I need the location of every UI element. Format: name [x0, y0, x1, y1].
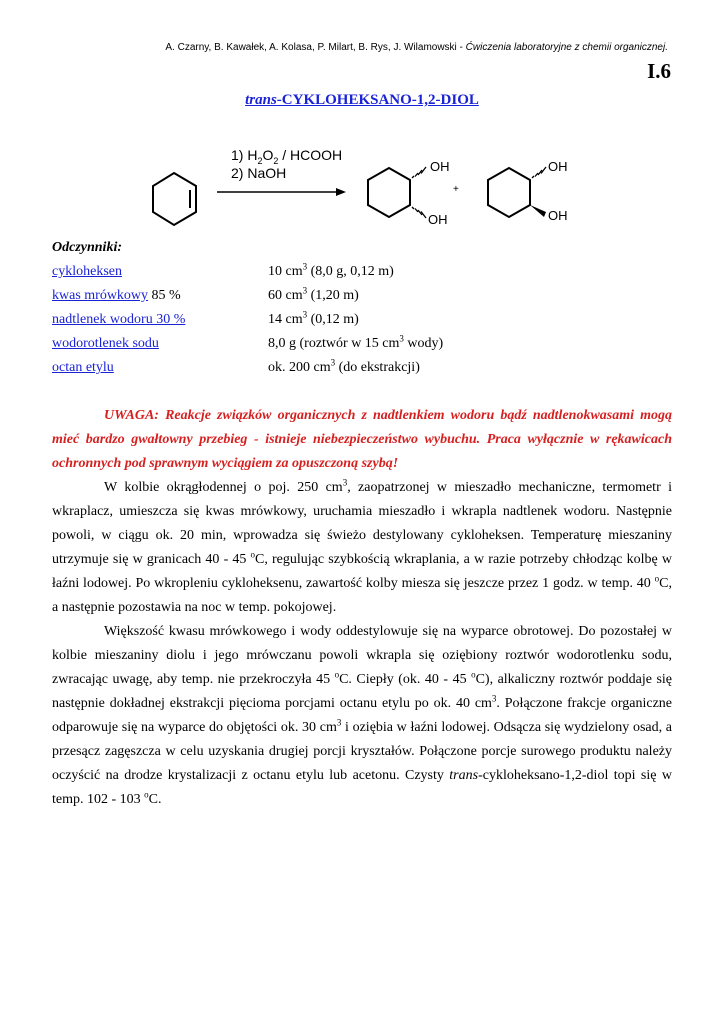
- product-1-oh-bottom: OH: [428, 212, 448, 227]
- header-book-title: Ćwiczenia laboratoryjne z chemii organicznej.: [465, 42, 668, 53]
- title-main: -CYKLOHEKSANO-1,2-DIOL: [276, 92, 479, 108]
- reagent-link-sodium-hydroxide[interactable]: wodorotlenek sodu: [52, 336, 159, 351]
- warning-paragraph: [52, 404, 672, 476]
- warning-text: UWAGA: Reakcje związków organicznych z nadtlenkiem wodoru bądź nadtlenokwasami mogą mieć bardzo gwałtowny przebieg - istnieje niebezpieczeństwo wybuchu. Praca wyłącznie w rękawicach ochronnych pod sprawnym wyciągiem za opuszczoną szybą!: [52, 408, 672, 471]
- condition-step2: 2) NaOH: [231, 165, 287, 181]
- plus-sign: +: [453, 184, 459, 195]
- reagent-amount: ok. 200 $cm^3$ (do ekstrakcji): [268, 357, 420, 375]
- procedure-paragraph-1: W kolbie okrągłodennej o poj. 250 $cm^3$, zaopatrzonej w mieszadło mechaniczne, termometr i wkraplacz, umieszcza się kwas mrówkowy, uruchamia mieszadło i wkrapla nadtlenek wodoru. Następnie powoli, w ciągu ok. 20 min, wprowadza się świeżo destylowany cykloheksen. Temperaturę mieszaniny utrzymuje się w granicach 40 - 45 $^o$C, regulując szybkością wkraplania, a w razie potrzeby chłodząc kolbę w łaźni lodowej. Po wkropleniu cykloheksenu, zawartość kolby miesza się jeszcze przez 1 godz. w temp. 40 $^o$C, a następnie pozostawia na noc w temp. pokojowej.: [52, 477, 672, 615]
- condition-step1: 1) $H_2O_2$ / HCOOH: [231, 147, 343, 166]
- procedure-paragraph-2: Większość kwasu mrówkowego i wody oddestylowuje się na wyparce obrotowej. Do pozostałej w kolbie mieszaniny diolu i jego mrówczanu powoli wkrapla się oziębiony roztwór wodorotlenku sodu, zwracając uwagę, aby temp. nie przekroczyła 45 $^o$C. Ciepły (ok. 40 - 45 $^o$C), alkaliczny roztwór poddaje się następnie dokładnej ekstrakcji pięcioma porcjami octanu etylu po ok. 40 $cm^3$. Połączone frakcje organiczne odparowuje się na wyparce do objętości ok. 30 $cm^3$ i oziębia w łaźni lodowej. Odsącza się wydzielony osad, a przesącz zagęszcza w celu uzyskania drugiej porcji kryształów. Połączone porcje surowego produktu należy oczyścić na drodze krystalizacji z octanu etylu lub acetonu. Czysty trans-cykloheksano-1,2-diol topi się w temp. 102 - 103 $^o$C.: [52, 624, 673, 807]
- reagent-amount: 60 $cm^3$ (1,20 m): [268, 285, 359, 303]
- reagent-amount: 8,0 g (roztwór w 15 $cm^3$ wody): [268, 333, 444, 351]
- reagent-link-formic-acid[interactable]: kwas mrówkowy: [52, 288, 149, 303]
- header-authors: A. Czarny, B. Kawałek, A. Kolasa, P. Milart, B. Rys, J. Wilamowski -: [165, 42, 466, 53]
- section-code: I.6: [647, 59, 671, 83]
- product-1-oh-top: OH: [430, 159, 450, 174]
- reagent-link-cyclohexene[interactable]: cykloheksen: [52, 264, 122, 279]
- reaction-scheme: [0, 130, 724, 240]
- reagent-row: [52, 333, 692, 356]
- reagent-link-hydrogen-peroxide[interactable]: nadtlenek wodoru 30 %: [52, 312, 186, 327]
- reagent-row: kwas mrówkowy 85 % 60 $cm^3$ (1,20 m): [52, 285, 359, 303]
- reagent-row: [52, 261, 692, 284]
- page-header: [165, 42, 668, 53]
- reagent-link-ethyl-acetate[interactable]: octan etylu: [52, 360, 114, 375]
- reagent-amount: 14 $cm^3$ (0,12 m): [268, 309, 359, 327]
- page-title: [0, 92, 724, 109]
- product-2-structure: [488, 159, 568, 223]
- reaction-arrow: [217, 188, 346, 196]
- reagent-amount: 10 $cm^3$ (8,0 g, 0,12 m): [268, 261, 394, 279]
- cyclohexene-structure: [153, 173, 196, 225]
- product-2-oh-bottom: OH: [548, 208, 568, 223]
- product-2-oh-top: OH: [548, 159, 568, 174]
- product-1-structure: [368, 159, 450, 227]
- title-prefix: trans: [245, 92, 277, 108]
- reagents-heading: Odczynniki:: [52, 240, 122, 255]
- reagent-row: [52, 357, 692, 380]
- reagent-row: [52, 309, 692, 332]
